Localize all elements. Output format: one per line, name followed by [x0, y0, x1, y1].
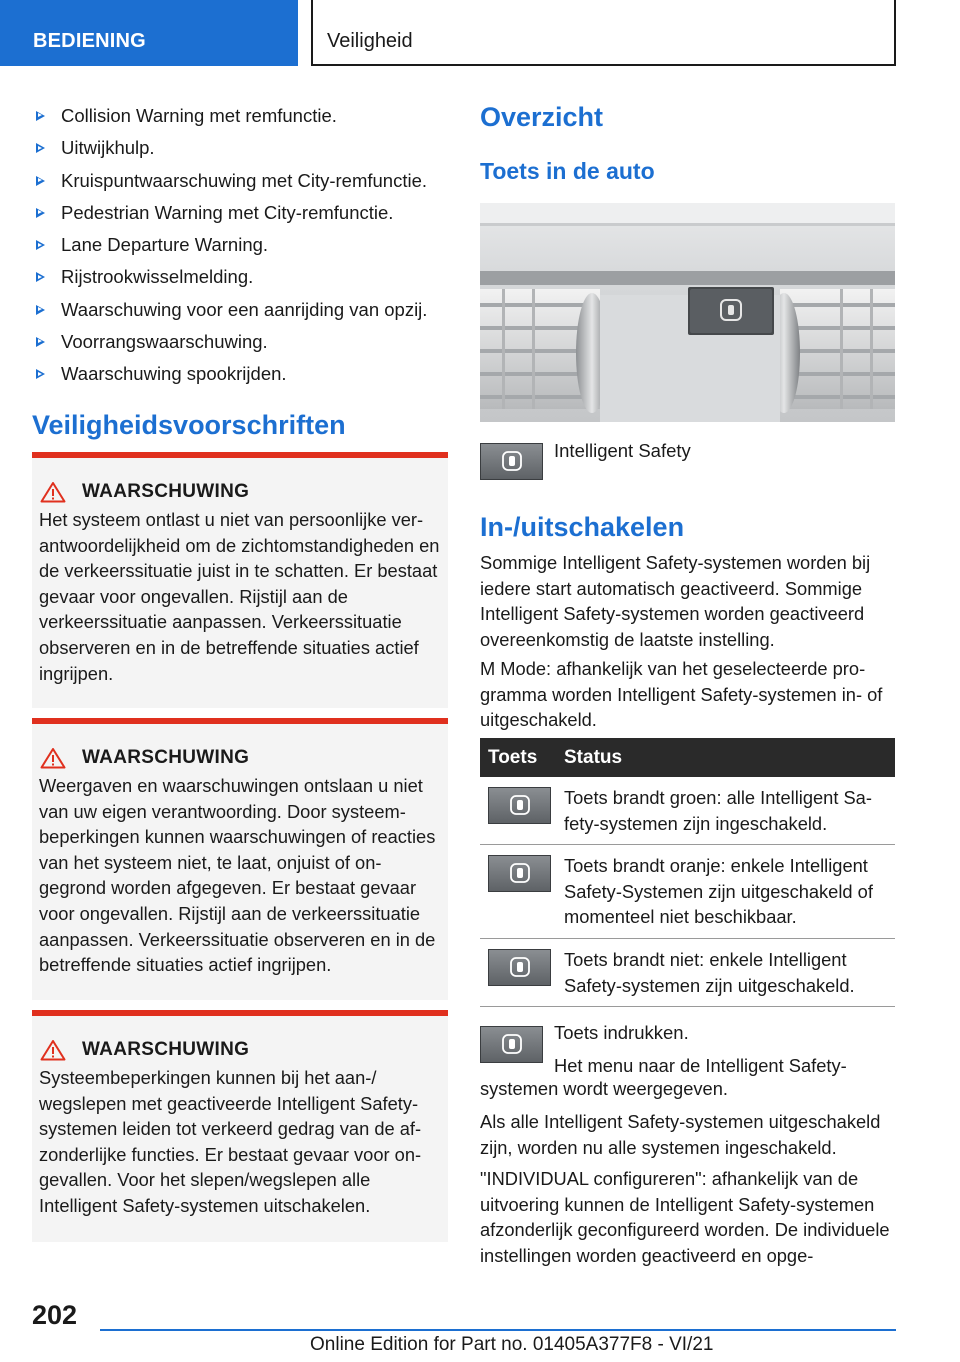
intelligent-safety-icon — [480, 443, 543, 480]
intelligent-safety-icon — [480, 1026, 543, 1063]
press-result-line-1: Het menu naar de Intelligent Safety- — [554, 1055, 847, 1076]
list-item: Collision Warning met remfunctie. — [32, 100, 448, 132]
list-item: Voorrangswaarschuwing. — [32, 326, 448, 358]
bullet-triangle-icon — [36, 272, 45, 282]
intelligent-safety-icon — [488, 855, 551, 892]
warning-triangle-icon — [40, 1039, 66, 1061]
bullet-triangle-icon — [36, 369, 45, 379]
page-number: 202 — [32, 1300, 78, 1330]
warning-triangle-icon — [40, 481, 66, 503]
bullet-triangle-icon — [36, 176, 45, 186]
overview-heading: Overzicht — [480, 102, 604, 132]
switching-paragraph-1: Sommige Intelligent Safety-systemen worden bij iedere start automatisch geactiveerd. Sommige Intelligent Safety-systemen worden geactiveerd overeenkomstig de laatste instelling. — [480, 552, 871, 650]
footer-divider — [100, 1329, 896, 1331]
warning-title-row — [39, 481, 440, 503]
intelligent-safety-icon — [488, 787, 551, 824]
press-instruction: Toets indrukken. — [554, 1022, 689, 1043]
table-header-row — [480, 738, 895, 777]
table-header-toets: Toets — [480, 738, 556, 777]
warning-box — [32, 718, 448, 1000]
status-text: Toets brandt groen: alle Intelligent Safety-systemen zijn ingeschakeld. — [556, 777, 895, 845]
bullet-triangle-icon — [36, 305, 45, 315]
list-item: Kruispuntwaarschuwing met City-remfunctie. — [32, 165, 448, 197]
switching-paragraph-2: M Mode: afhankelijk van het geselecteerde programma worden Intelligent Safety-systemen in- of uitgeschakeld. — [480, 658, 883, 731]
left-column — [32, 100, 448, 1216]
warning-title: WAARSCHUWING — [82, 1039, 250, 1060]
list-item: Uitwijkhulp. — [32, 132, 448, 164]
footer-edition: Online Edition for Part no. 01405A377F8 - VI/21 — [310, 1334, 714, 1355]
list-item: Lane Departure Warning. — [32, 229, 448, 261]
bullet-triangle-icon — [36, 240, 45, 250]
list-item: Pedestrian Warning met City-remfunctie. — [32, 197, 448, 229]
table-row — [480, 845, 895, 939]
paragraph-all-systems: Als alle Intelligent Safety-systemen uitgeschakeld zijn, worden nu alle systemen ingeschakeld. — [480, 1111, 881, 1158]
warning-title: WAARSCHUWING — [82, 481, 250, 502]
header-topic: Veiligheid — [327, 30, 413, 52]
bullet-triangle-icon — [36, 111, 45, 121]
warning-box — [32, 1010, 448, 1242]
icon-label-row — [480, 438, 895, 482]
bullet-triangle-icon — [36, 337, 45, 347]
intelligent-safety-icon — [488, 949, 551, 986]
warning-text: Het systeem ontlast u niet van persoonlijke verantwoordelijkheid om de zichtomstandigheden en de verkeerssituatie juist in te schatten. Er bestaat gevaar voor ongevallen. Rijstijl aan de verkeerssituatie aanpassen. Verkeerssituatie observeren en in de betreffende situaties actief ingrijpen. — [39, 509, 440, 684]
warning-text: Systeembeperkingen kunnen bij het aan-/ wegslepen met geactiveerde Intelligent Safety-systemen leiden tot verkeerd gedrag van de afzonderlijke functies. Er bestaat gevaar voor ongevallen. Voor het slepen/wegslepen alle Intelligent Safety-systemen uitschakelen. — [39, 1067, 422, 1216]
list-item: Waarschuwing voor een aanrijding van opzij. — [32, 294, 448, 326]
status-text: Toets brandt niet: enkele Intelligent Safety-systemen zijn uitgeschakeld. — [556, 938, 895, 1006]
header-section: BEDIENING — [33, 30, 146, 52]
warning-title-row — [39, 1039, 440, 1061]
warning-box — [32, 452, 448, 708]
list-item: Waarschuwing spookrijden. — [32, 358, 448, 390]
safety-heading: Veiligheidsvoorschriften — [32, 410, 346, 440]
warning-triangle-icon — [40, 747, 66, 769]
dashboard-illustration — [480, 203, 895, 422]
car-dashboard-photo — [480, 203, 895, 422]
status-table — [480, 738, 895, 1007]
warning-title-row — [39, 747, 440, 769]
press-result-line-2: systemen wordt weergegeven. — [480, 1078, 728, 1099]
header-topic-box — [311, 0, 896, 66]
paragraph-individual: "INDIVIDUAL configureren": afhankelijk van de uitvoering kunnen de Intelligent Safety-systemen afzonderlijk geconfigureerd worden. De individuele instellingen worden geactiveerd en opge- — [480, 1168, 890, 1266]
warning-title: WAARSCHUWING — [82, 747, 250, 768]
table-row — [480, 777, 895, 845]
header-section-tab — [0, 0, 298, 66]
overview-subheading: Toets in de auto — [480, 158, 655, 184]
feature-list — [32, 100, 448, 391]
status-text: Toets brandt oranje: enkele Intelligent Safety-Systemen zijn uitgeschakeld of momenteel niet beschikbaar. — [556, 845, 895, 939]
icon-label: Intelligent Safety — [554, 440, 691, 461]
table-row — [480, 938, 895, 1006]
switching-heading: In-/uitschakelen — [480, 512, 685, 542]
warning-text: Weergaven en waarschuwingen ontslaan u niet van uw eigen verantwoording. Door systeembeperkingen kunnen waarschuwingen of reacties van het systeem niet, te laat, onjuist of ongegrond worden afgegeven. Er bestaat gevaar voor ongevallen. Rijstijl aan de verkeerssituatie aanpassen. Verkeerssituatie observeren en in de betreffende situaties actief ingrijpen. — [39, 775, 436, 976]
bullet-triangle-icon — [36, 143, 45, 153]
table-header-status: Status — [556, 738, 895, 777]
list-item: Rijstrookwisselmelding. — [32, 261, 448, 293]
bullet-triangle-icon — [36, 208, 45, 218]
